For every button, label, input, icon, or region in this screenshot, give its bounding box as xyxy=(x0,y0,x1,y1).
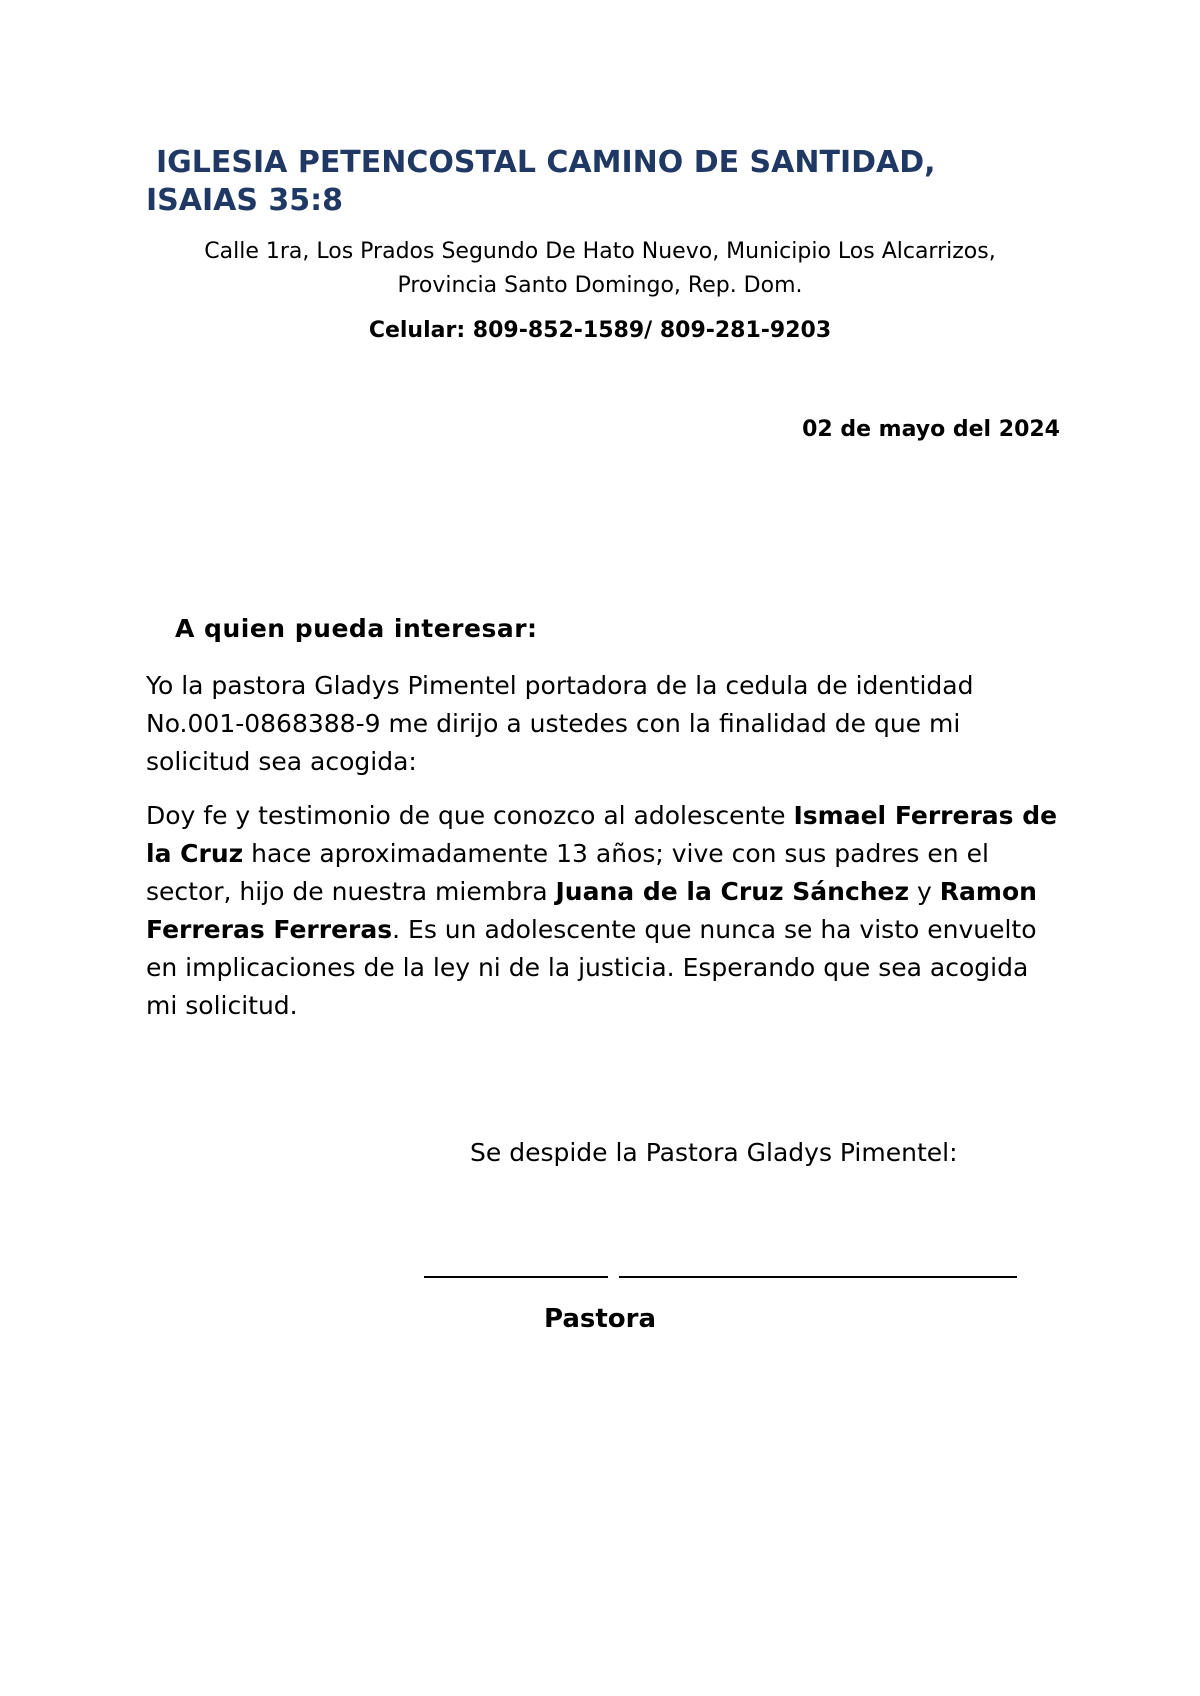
farewell: Se despide la Pastora Gladys Pimentel: xyxy=(470,1138,958,1167)
address-line1: Calle 1ra, Los Prados Segundo De Hato Nuevo, Municipio Los Alcarrizos, xyxy=(204,239,996,264)
paragraph-2-text-4: . Es un adolescente que nunca se ha visto envuelto en implicaciones de la ley ni de la justicia. Esperando que sea acogida mi solicitud. xyxy=(146,915,1037,1020)
body-paragraph-1: Yo la pastora Gladys Pimentel portadora de la cedula de identidad No.001-0868388-9 me dirijo a ustedes con la finalidad de que mi solicitud sea acogida: xyxy=(146,671,974,776)
address xyxy=(100,235,1100,303)
father-name: Ramon Ferreras Ferreras xyxy=(146,877,1037,944)
signature-line-right xyxy=(619,1276,1017,1278)
letter-date: 02 de mayo del 2024 xyxy=(802,417,1060,442)
salutation: A quien pueda interesar: xyxy=(175,614,538,643)
paragraph-2-text-2: hace aproximadamente 13 años; vive con sus padres en el sector, hijo de nuestra miembra xyxy=(146,839,989,906)
paragraph-2-text-3: y xyxy=(909,877,940,906)
body-paragraph-2 xyxy=(146,797,1066,1025)
paragraph-2-text-1: Doy fe y testimonio de que conozco al adolescente xyxy=(146,801,794,830)
org-title-line1: IGLESIA PETENCOSTAL CAMINO DE SANTIDAD, xyxy=(156,145,936,180)
phone-numbers: Celular: 809-852-1589/ 809-281-9203 xyxy=(368,318,832,343)
address-line2: Provincia Santo Domingo, Rep. Dom. xyxy=(397,273,803,298)
org-title xyxy=(146,144,1046,220)
signature-title: Pastora xyxy=(543,1304,657,1334)
signature-line-left xyxy=(424,1276,608,1278)
adolescent-name: Ismael Ferreras de la Cruz xyxy=(146,801,1058,868)
org-title-line2: ISAIAS 35:8 xyxy=(146,183,344,218)
mother-name: Juana de la Cruz Sánchez xyxy=(555,877,910,906)
